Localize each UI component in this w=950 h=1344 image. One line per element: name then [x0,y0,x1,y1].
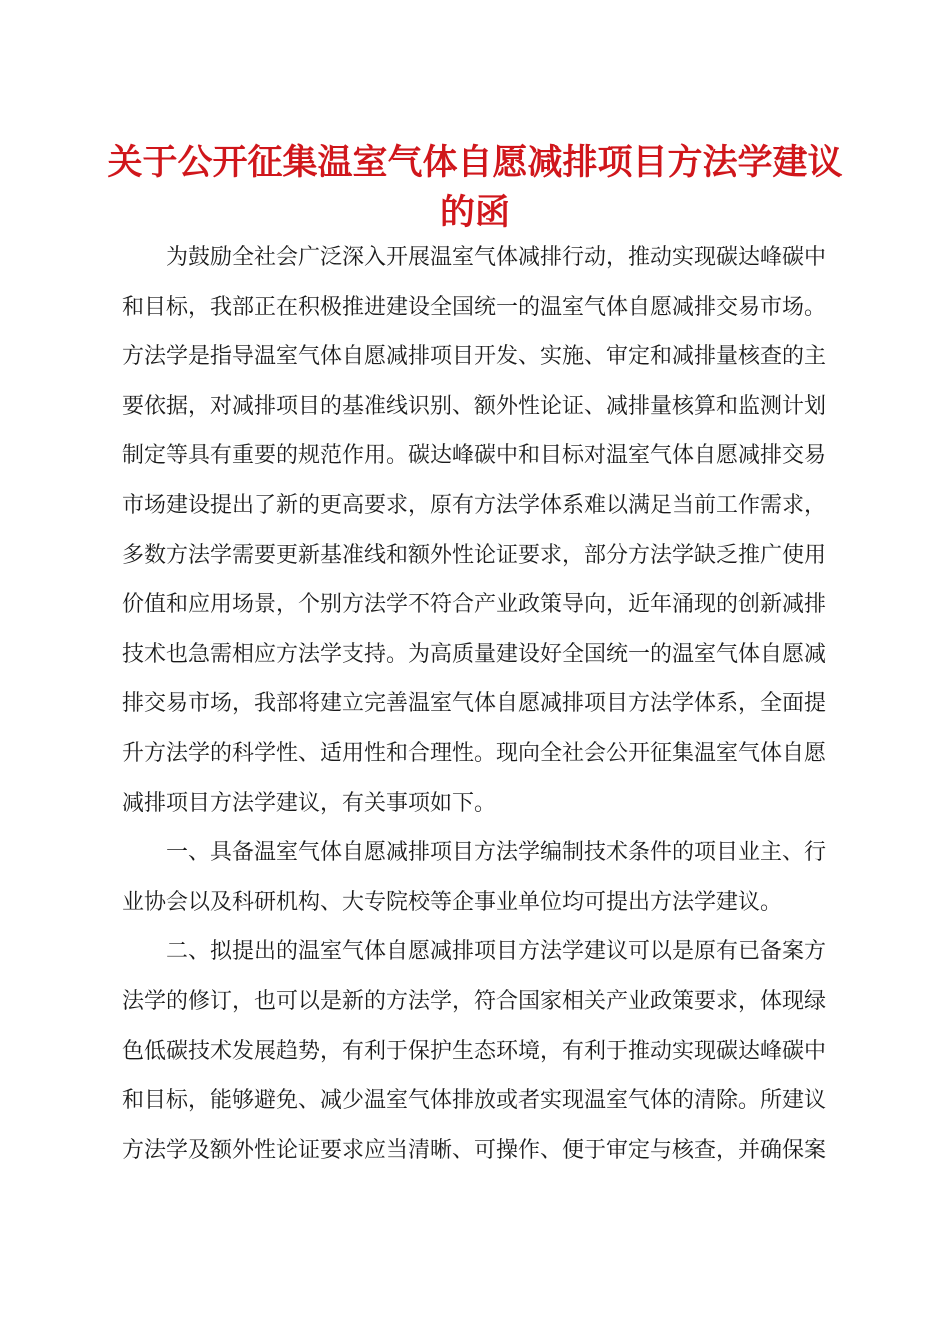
paragraph-line: 市场建设提出了新的更高要求，原有方法学体系难以满足当前工作需求， [122,492,827,518]
paragraph-line: 价值和应用场景，个别方法学不符合产业政策导向，近年涌现的创新减排 [122,592,827,618]
paragraph-line: 多数方法学需要更新基准线和额外性论证要求，部分方法学缺乏推广使用 [122,542,827,568]
paragraph-line: 和目标，我部正在积极推进建设全国统一的温室气体自愿减排交易市场。 [122,294,827,320]
paragraph-line: 业协会以及科研机构、大专院校等企事业单位均可提出方法学建议。 [122,889,783,915]
paragraph-line: 要依据，对减排项目的基准线识别、额外性论证、减排量核算和监测计划 [122,393,827,419]
paragraph-line: 二、拟提出的温室气体自愿减排项目方法学建议可以是原有已备案方 [166,939,827,965]
document-body [122,233,827,1175]
paragraph-line: 和目标，能够避免、减少温室气体排放或者实现温室气体的清除。所建议 [122,1088,827,1114]
paragraph-line: 为鼓励全社会广泛深入开展温室气体减排行动，推动实现碳达峰碳中 [166,245,827,270]
paragraph-line: 技术也急需相应方法学支持。为高质量建设好全国统一的温室气体自愿减 [122,641,827,667]
paragraph-line: 色低碳技术发展趋势，有利于保护生态环境，有利于推动实现碳达峰碳中 [122,1038,827,1064]
paragraph-line: 升方法学的科学性、适用性和合理性。现向全社会公开征集温室气体自愿 [122,740,827,766]
paragraph-line: 法学的修订，也可以是新的方法学，符合国家相关产业政策要求，体现绿 [122,988,827,1014]
document-title-line-2: 的函 [439,193,510,233]
paragraph-line: 排交易市场，我部将建立完善温室气体自愿减排项目方法学体系，全面提 [122,691,827,717]
paragraph-line: 方法学是指导温室气体自愿减排项目开发、实施、审定和减排量核查的主 [122,344,827,370]
paragraph-line: 减排项目方法学建议，有关事项如下。 [122,790,497,816]
paragraph-line: 制定等具有重要的规范作用。碳达峰碳中和目标对温室气体自愿减排交易 [122,443,827,469]
paragraph-line: 方法学及额外性论证要求应当清晰、可操作、便于审定与核查，并确保案 [122,1137,827,1163]
paragraph-line: 一、具备温室气体自愿减排项目方法学编制技术条件的项目业主、行 [166,840,827,866]
document-title-line-1: 关于公开征集温室气体自愿减排项目方法学建议 [107,143,843,183]
